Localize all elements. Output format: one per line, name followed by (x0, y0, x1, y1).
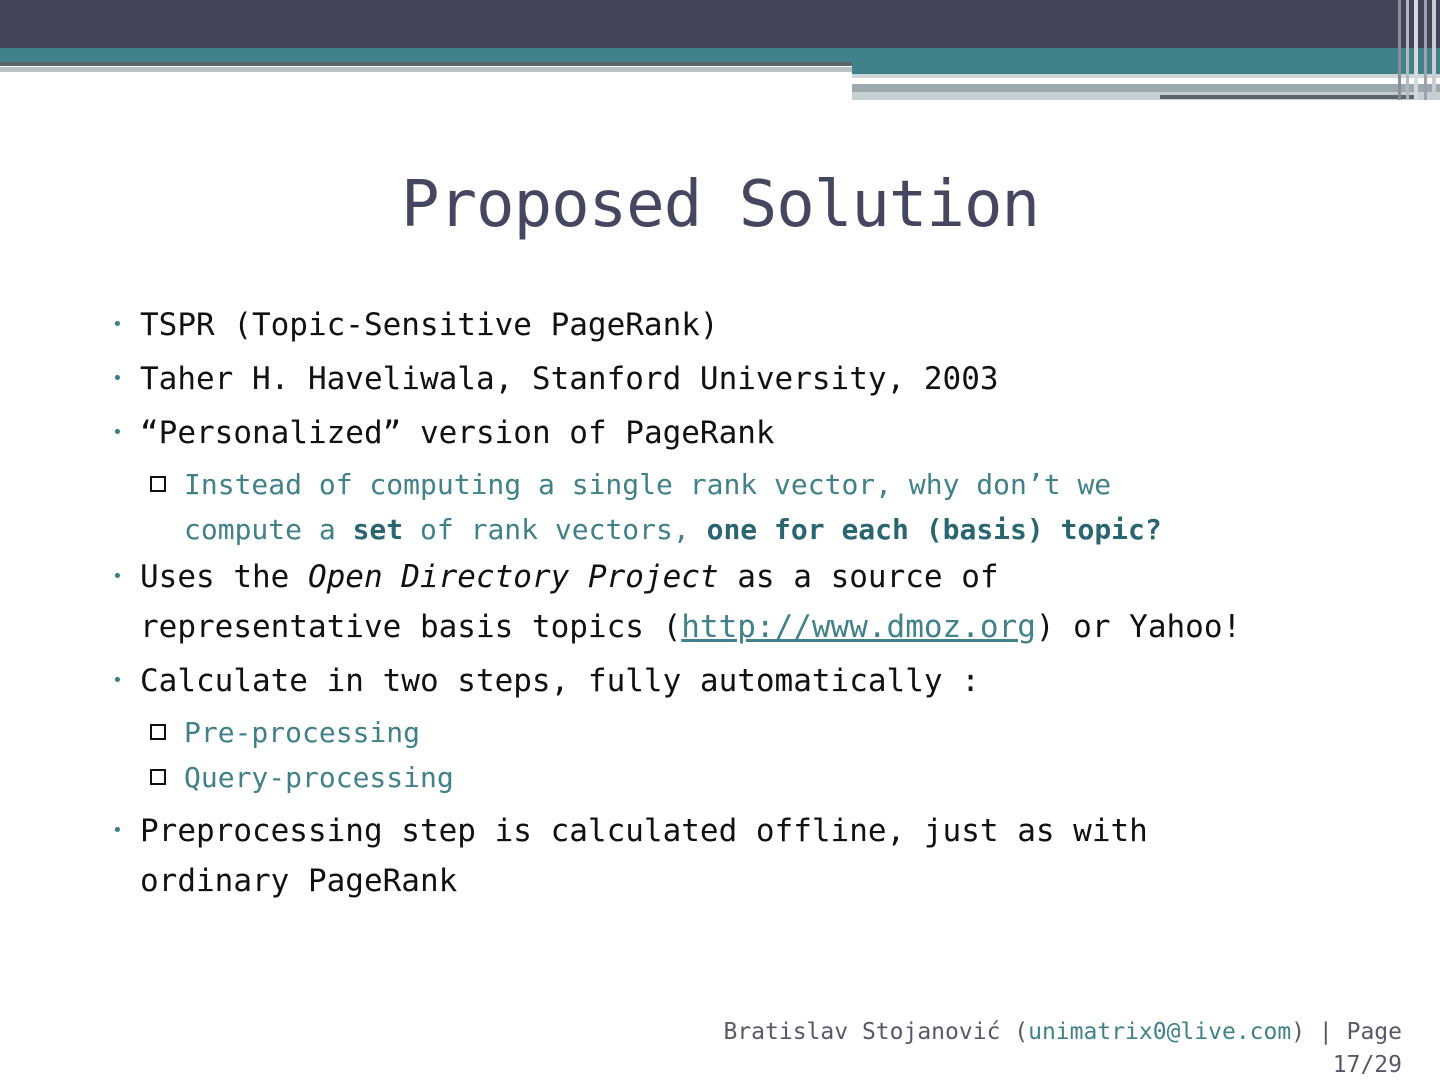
slide-footer (682, 1016, 1402, 1080)
text-part: as a source of (718, 559, 999, 595)
bullet-line-2: ordinary PageRank (140, 863, 458, 899)
square-bullet-icon (150, 769, 166, 785)
bullet-text: Calculate in two steps, fully automatically : (140, 663, 980, 699)
header-vline-3 (1414, 0, 1418, 100)
text-part: representative basis topics ( (140, 609, 682, 645)
bullet-offline (112, 806, 1412, 906)
bold-basis-topic: one for each (basis) topic? (706, 513, 1162, 546)
text-part: compute a (184, 513, 353, 546)
header-vline-1 (1398, 0, 1401, 100)
bullet-tspr (112, 300, 1412, 350)
sub-bullet-preprocessing (112, 710, 1412, 755)
sub-bullet-text: Query-processing (184, 761, 454, 794)
bullet-text-rest: version of PageRank (401, 415, 775, 451)
footer-line-1 (682, 1016, 1402, 1049)
header-bar-light (0, 67, 852, 72)
bullet-line-1 (140, 552, 1412, 602)
bullet-dot-icon: • (112, 670, 123, 691)
footer-page-label: ) | Page (1291, 1019, 1402, 1045)
sub-bullet-query-processing (112, 755, 1412, 800)
header-bar-teal-right (852, 62, 1440, 74)
bullet-dot-icon: • (112, 820, 123, 841)
header-bar-stripe-2 (852, 84, 1440, 92)
sub-bullet-rank-vectors (112, 462, 1412, 552)
bullet-line-2 (112, 602, 1412, 652)
sub-bullet-text: Pre-processing (184, 716, 421, 749)
header-bar-grey (0, 62, 852, 66)
header-bar-dark (0, 0, 1440, 48)
bullet-personalized (112, 408, 1412, 458)
bold-set: set (352, 513, 404, 546)
slide-title: Proposed Solution (400, 168, 1040, 242)
slide-content (112, 300, 1412, 910)
header-vline-4 (1424, 0, 1427, 100)
bullet-line-1: Preprocessing step is calculated offline, just as with (140, 813, 1148, 849)
bullet-dot-icon: • (112, 314, 123, 335)
header-vline-5 (1432, 0, 1436, 100)
bullet-text: Taher H. Haveliwala, Stanford University, 2003 (140, 361, 999, 397)
bullet-text: TSPR (Topic-Sensitive PageRank) (140, 307, 719, 343)
header-bar-stripe-dark (1160, 95, 1415, 99)
bullet-dot-icon: • (112, 368, 123, 389)
text-part: Uses the (140, 559, 308, 595)
sub-bullet-line-2 (184, 507, 1412, 552)
text-part: ) or Yahoo! (1035, 609, 1242, 645)
header-vline-2 (1406, 0, 1409, 100)
italic-odp: Open Directory Project (307, 559, 719, 595)
dmoz-link[interactable]: http://www.dmoz.org (681, 609, 1036, 645)
bullet-text-word: Personalized (158, 415, 383, 451)
footer-author: Bratislav Stojanović ( (723, 1019, 1029, 1045)
sub-bullet-line-1: Instead of computing a single rank vector, why don’t we (184, 468, 1112, 501)
square-bullet-icon (150, 476, 166, 492)
bullet-author (112, 354, 1412, 404)
footer-email-link[interactable]: unimatrix0@live.com (1028, 1019, 1292, 1045)
bullet-calculate (112, 656, 1412, 706)
bullet-dot-icon: • (112, 566, 123, 587)
footer-page-number: 17/29 (1332, 1052, 1402, 1078)
quote-open: “ (140, 415, 159, 451)
header-bar-teal (0, 48, 1440, 62)
quote-close: ” (382, 415, 402, 451)
bullet-dot-icon: • (112, 422, 123, 443)
bullet-odp (112, 552, 1412, 652)
square-bullet-icon (150, 724, 166, 740)
text-part: of rank vectors, (403, 513, 707, 546)
